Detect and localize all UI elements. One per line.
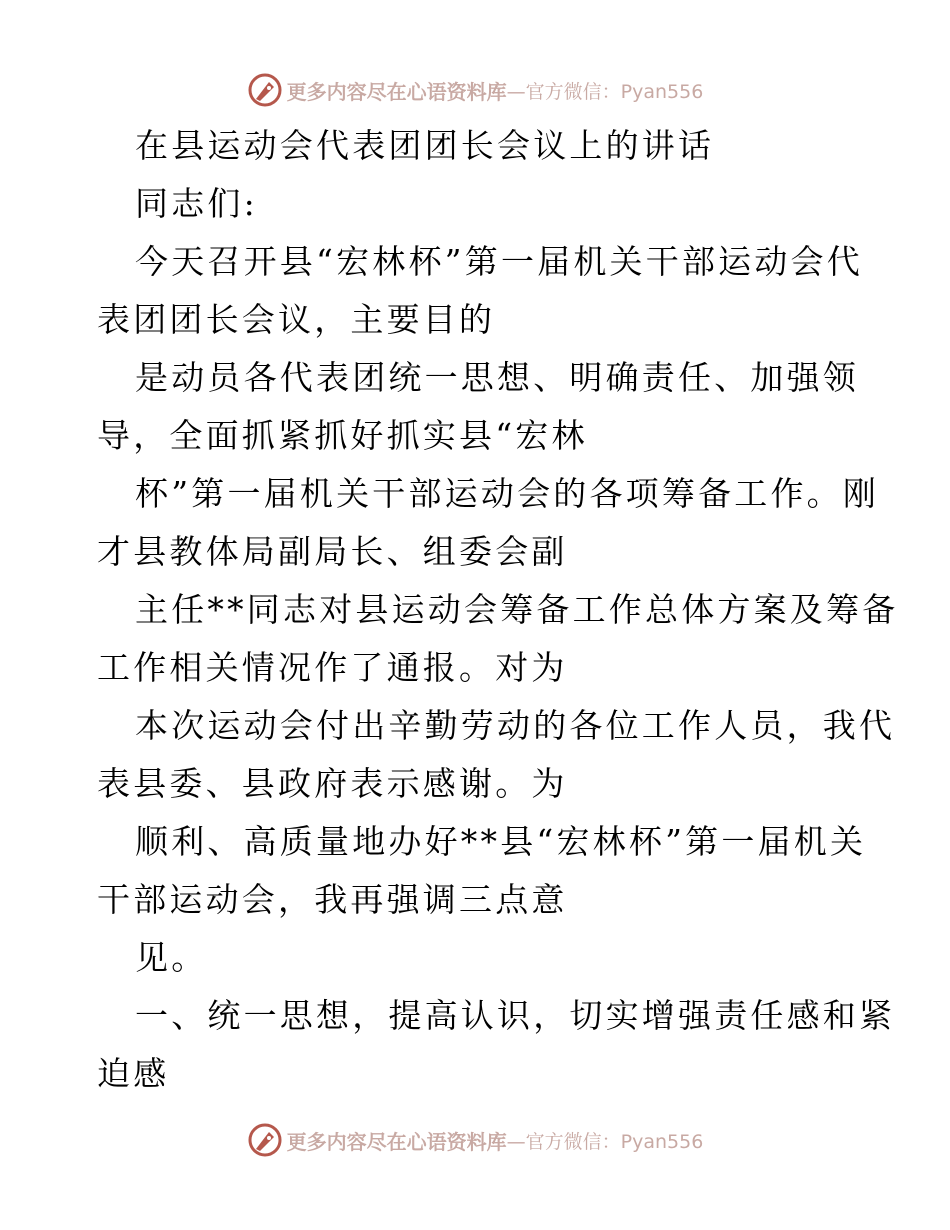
footer-watermark [0,1120,950,1160]
paragraph-line: 是动员各代表团统一思想、明确责任、加强领 [135,358,859,397]
document-title: 在县运动会代表团团长会议上的讲话 [135,126,715,165]
paragraph-line: 干部运动会，我再强调三点意 [97,880,568,919]
paragraph-line: 见。 [135,938,208,977]
paragraph-line: 导，全面抓紧抓好抓实县“宏林 [97,416,588,455]
watermark-sub-text: —官方微信：Pyan556 [506,1130,704,1153]
paragraph-line: 主任**同志对县运动会筹备工作总体方案及筹备 [135,590,899,629]
paragraph-line: 才县教体局副局长、组委会副 [97,532,568,571]
pen-nib-logo-icon [247,1122,283,1158]
document-body [97,117,899,1103]
paragraph-line: 本次运动会付出辛勤劳动的各位工作人员，我代 [135,706,896,745]
paragraph-line: 杯”第一届机关干部运动会的各项筹备工作。刚 [135,474,880,513]
watermark-brand-text: 更多内容尽在心语资料库 [286,1129,507,1154]
paragraph-line: 表团团长会议，主要目的 [97,300,496,339]
section-heading: 一、统一思想，提高认识，切实增强责任感和紧 [135,996,896,1035]
watermark-brand-text: 更多内容尽在心语资料库 [286,79,507,104]
salutation: 同志们: [135,184,258,223]
header-watermark [0,70,950,110]
paragraph-line: 表县委、县政府表示感谢。为 [97,764,568,803]
paragraph-line: 顺利、高质量地办好**县“宏林杯”第一届机关 [135,822,867,861]
paragraph-line: 今天召开县“宏林杯”第一届机关干部运动会代 [135,242,863,281]
section-heading-continued: 迫感 [97,1054,170,1093]
watermark-sub-text: —官方微信：Pyan556 [506,80,704,103]
paragraph-line: 工作相关情况作了通报。对为 [97,648,568,687]
pen-nib-logo-icon [247,72,283,108]
